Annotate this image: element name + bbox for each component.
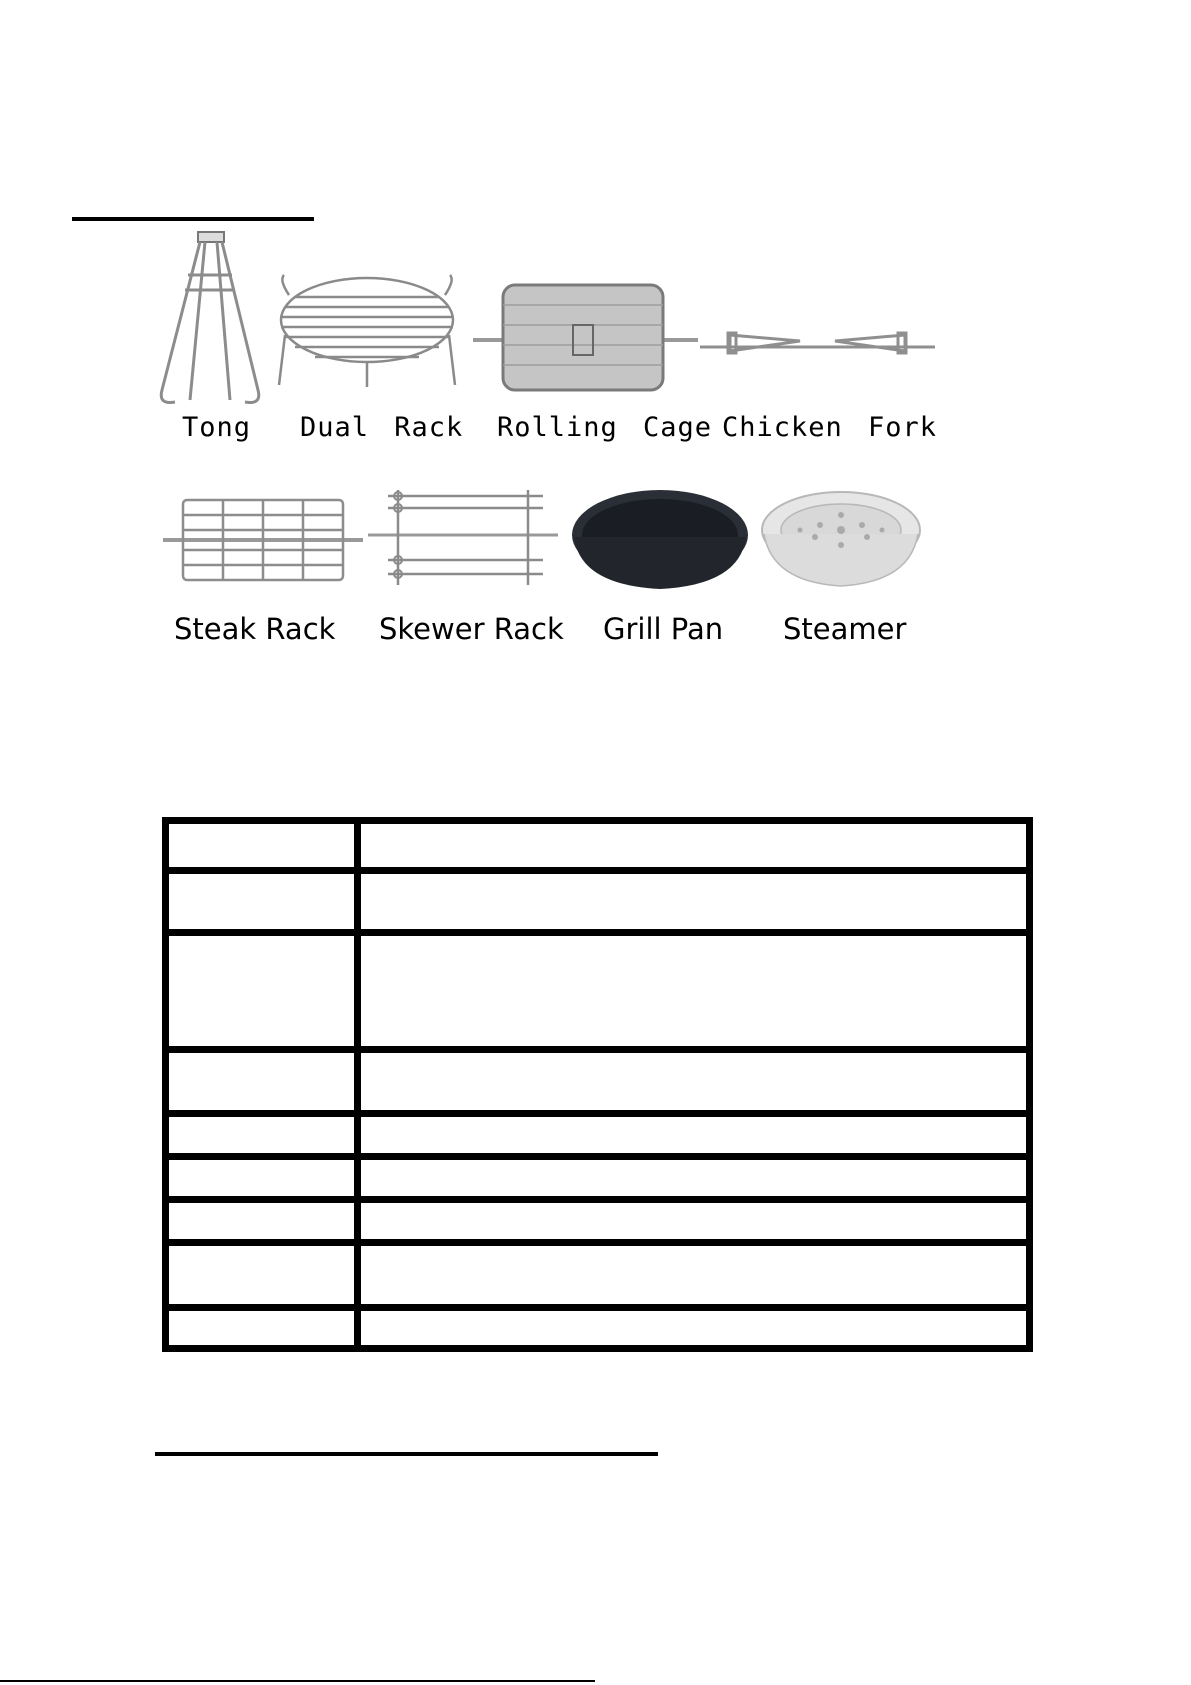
footer-rule — [0, 1680, 595, 1682]
grill-pan-label: Grill Pan — [603, 612, 724, 646]
dual-rack-image — [275, 275, 460, 395]
spec-table-row-divider — [169, 1239, 1026, 1246]
section-heading-underline — [72, 217, 314, 221]
spec-table-row-divider — [169, 1046, 1026, 1053]
spec-table-column-divider — [354, 824, 361, 1345]
rolling-cage-image — [473, 280, 698, 395]
rolling-cage-label: Rolling Cage — [497, 412, 713, 443]
skewer-rack-image — [368, 490, 558, 590]
steamer-image — [760, 490, 922, 590]
chicken-fork-label: Chicken Fork — [722, 412, 938, 443]
spec-table-row-divider — [169, 1196, 1026, 1203]
steamer-label: Steamer — [783, 612, 907, 646]
steak-rack-image — [163, 495, 363, 585]
spec-table — [162, 817, 1033, 1352]
section-heading-underline-2 — [155, 1452, 658, 1456]
dual-rack-label: Dual Rack — [300, 412, 464, 443]
spec-table-row-divider — [169, 1304, 1026, 1311]
spec-table-row-divider — [169, 929, 1026, 936]
spec-table-row-divider — [169, 1153, 1026, 1160]
spec-table-row-divider — [169, 867, 1026, 874]
tong-image — [150, 230, 270, 410]
skewer-rack-label: Skewer Rack — [379, 612, 564, 646]
spec-table-row-divider — [169, 1110, 1026, 1117]
chicken-fork-image — [700, 325, 935, 365]
tong-label: Tong — [182, 412, 252, 443]
grill-pan-image — [570, 485, 750, 595]
steak-rack-label: Steak Rack — [174, 612, 336, 646]
